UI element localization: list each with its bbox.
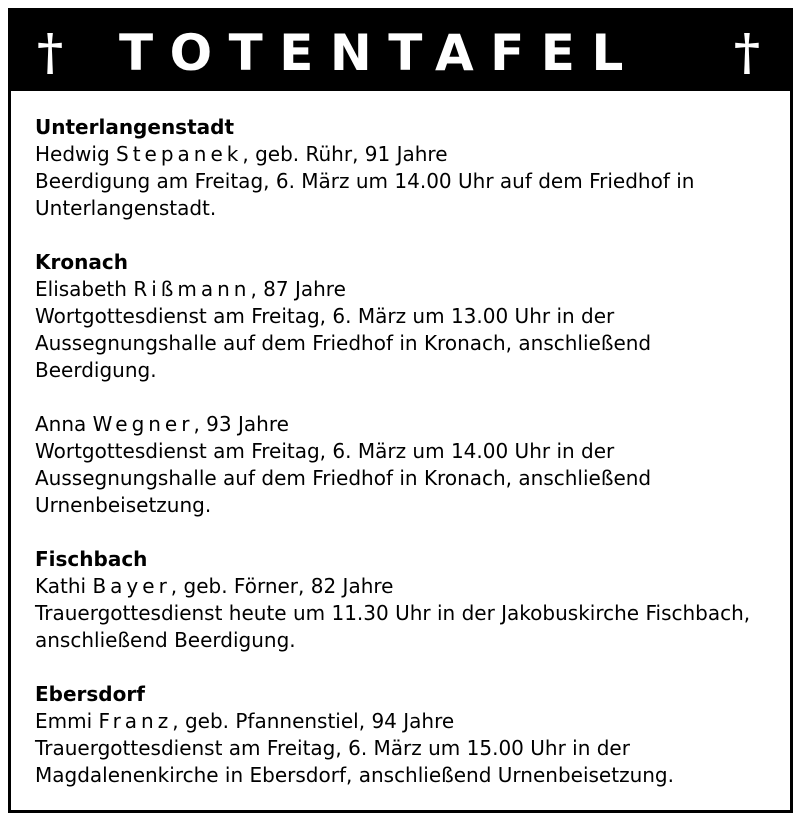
- service-details-line: Aussegnungshalle auf dem Friedhof in Kronach, anschließend: [35, 466, 652, 490]
- first-name: Elisabeth: [35, 277, 127, 301]
- obituary-section: [35, 681, 785, 789]
- service-details-line: Trauergottesdienst heute um 11.30 Uhr in der Jakobuskirche Fischbach,: [35, 601, 751, 625]
- obituary-entry: [35, 708, 785, 789]
- surname: Bayer: [92, 574, 171, 598]
- place-heading: Unterlangenstadt: [35, 115, 235, 139]
- place-heading: Kronach: [35, 250, 128, 274]
- birth-name-and-age: , 87 Jahre: [250, 277, 346, 301]
- service-details-line: Urnenbeisetzung.: [35, 493, 212, 517]
- deceased-name-line: [35, 573, 785, 600]
- service-details-line: Magdalenenkirche in Ebersdorf, anschließend Urnenbeisetzung.: [35, 763, 674, 787]
- birth-name-and-age: , geb. Pfannenstiel, 94 Jahre: [172, 709, 455, 733]
- service-details-line: anschließend Beerdigung.: [35, 628, 296, 652]
- service-details-line: Wortgottesdienst am Freitag, 6. März um 13.00 Uhr in der: [35, 304, 615, 328]
- service-details-line: Aussegnungshalle auf dem Friedhof in Kronach, anschließend: [35, 331, 652, 355]
- place-heading: Ebersdorf: [35, 682, 145, 706]
- surname: Stepanek: [116, 142, 243, 166]
- birth-name-and-age: , geb. Rühr, 91 Jahre: [242, 142, 448, 166]
- obituary-section: [35, 114, 785, 222]
- obituary-entry: [35, 276, 785, 384]
- service-details-line: Beerdigung am Freitag, 6. März um 14.00 Uhr auf dem Friedhof in: [35, 169, 695, 193]
- service-details-line: Trauergottesdienst am Freitag, 6. März um 15.00 Uhr in der: [35, 736, 630, 760]
- obituary-entry: [35, 573, 785, 654]
- birth-name-and-age: , 93 Jahre: [193, 412, 289, 436]
- deceased-name-line: [35, 276, 785, 303]
- deceased-name-line: [35, 411, 785, 438]
- deceased-name-line: [35, 141, 785, 168]
- surname: Franz: [98, 709, 173, 733]
- first-name: Kathi: [35, 574, 87, 598]
- obituary-section: [35, 249, 785, 519]
- obituary-notice-frame: [8, 8, 793, 813]
- obituary-entry: [35, 411, 785, 519]
- page-title: TOTENTAFEL: [119, 24, 640, 82]
- first-name: Anna: [35, 412, 87, 436]
- service-details-line: Beerdigung.: [35, 358, 157, 382]
- first-name: Emmi: [35, 709, 93, 733]
- surname: Rißmann: [133, 277, 251, 301]
- deceased-name-line: [35, 708, 785, 735]
- place-heading: Fischbach: [35, 547, 148, 571]
- surname: Wegner: [92, 412, 194, 436]
- service-details-line: Wortgottesdienst am Freitag, 6. März um 14.00 Uhr in der: [35, 439, 615, 463]
- cross-icon-right: †: [733, 22, 760, 81]
- service-details-line: Unterlangenstadt.: [35, 196, 217, 220]
- obituary-section: [35, 546, 785, 654]
- first-name: Hedwig: [35, 142, 110, 166]
- cross-icon-left: †: [37, 22, 64, 81]
- birth-name-and-age: , geb. Förner, 82 Jahre: [170, 574, 394, 598]
- obituary-entry: [35, 141, 785, 222]
- obituary-list: [35, 114, 785, 816]
- header-bar: [11, 11, 790, 91]
